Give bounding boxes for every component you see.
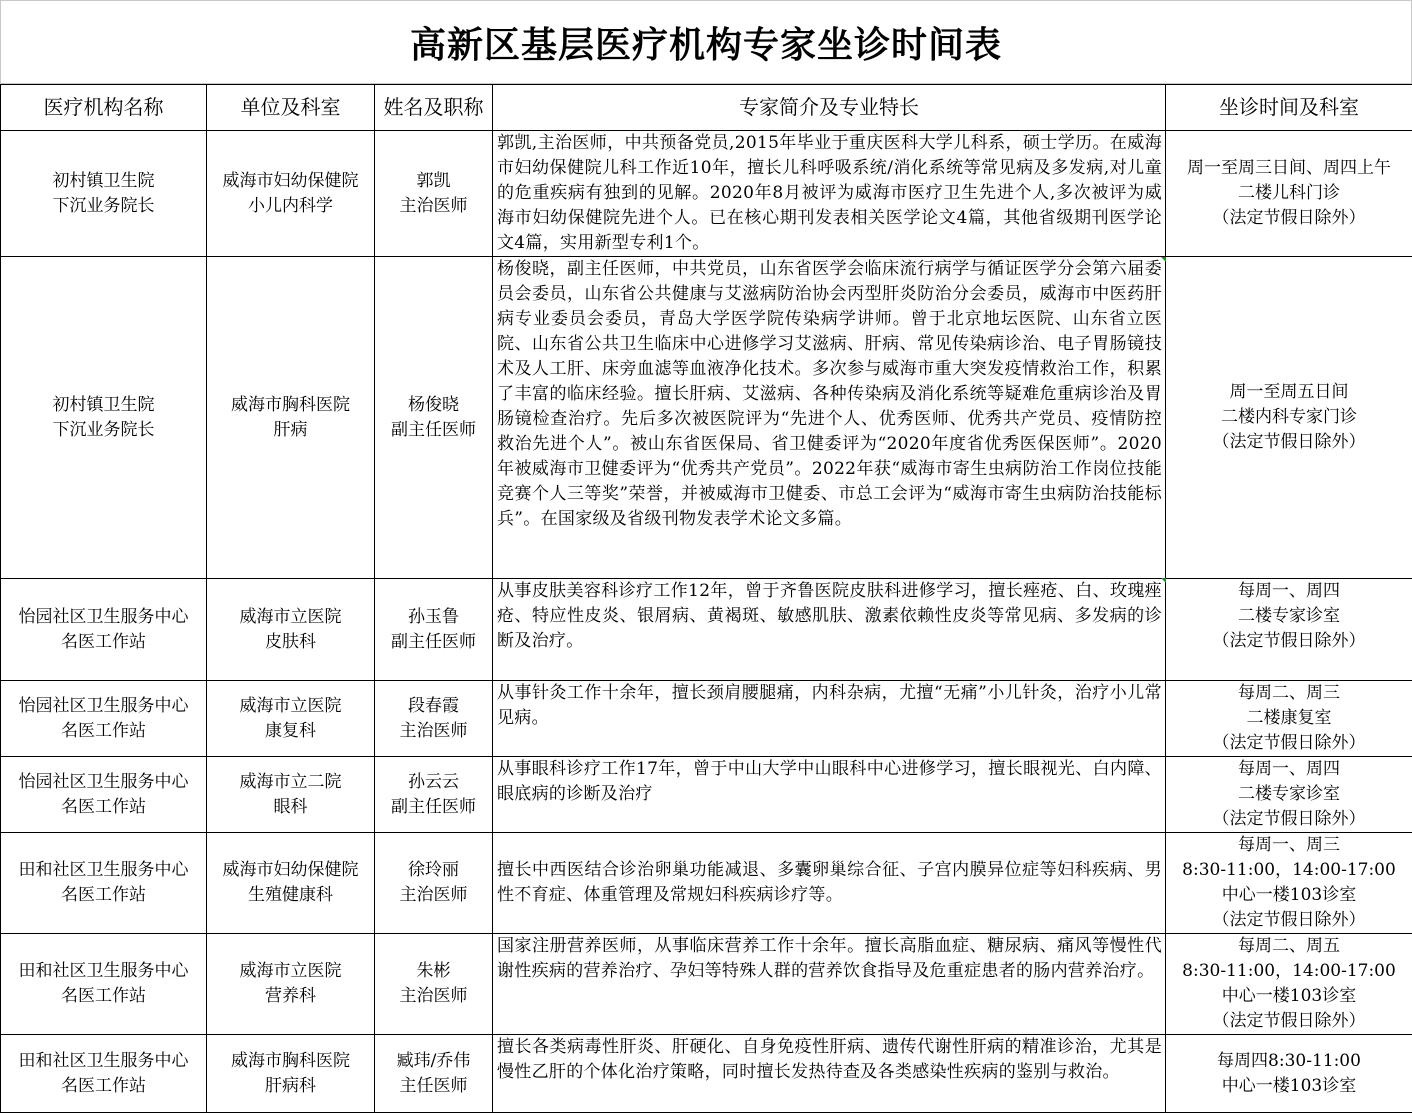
- unit-cell-line: 皮肤科: [207, 630, 374, 655]
- org-cell-line: 名医工作站: [1, 795, 206, 820]
- name-cell-line: 主治医师: [375, 984, 492, 1009]
- name-cell-line: 副主任医师: [375, 630, 492, 655]
- org-cell-line: 下沉业务院长: [1, 418, 206, 443]
- name-cell-line: 孙云云: [375, 770, 492, 795]
- name-cell: [375, 934, 493, 1035]
- time-cell-line: 每周一、周四: [1166, 757, 1412, 782]
- name-cell-line: 副主任医师: [375, 418, 492, 443]
- header-time: 坐诊时间及科室: [1166, 85, 1412, 131]
- name-cell: [375, 681, 493, 757]
- org-cell: [1, 257, 207, 579]
- org-cell-line: 名医工作站: [1, 1074, 206, 1099]
- org-cell: [1, 131, 207, 257]
- header-row: [1, 85, 1412, 131]
- name-cell-line: 徐玲丽: [375, 858, 492, 883]
- name-cell: [375, 757, 493, 833]
- unit-cell-line: 威海市胸科医院: [207, 393, 374, 418]
- time-cell-line: 二楼儿科门诊: [1166, 181, 1412, 206]
- table-row: [1, 579, 1412, 681]
- name-cell-line: 主任医师: [375, 1074, 492, 1099]
- header-name: 姓名及职称: [375, 85, 493, 131]
- name-cell-line: 副主任医师: [375, 795, 492, 820]
- org-cell-line: 初村镇卫生院: [1, 169, 206, 194]
- org-cell-line: 名医工作站: [1, 719, 206, 744]
- org-cell: [1, 579, 207, 681]
- unit-cell: [207, 257, 375, 579]
- page-title: 高新区基层医疗机构专家坐诊时间表: [0, 0, 1412, 84]
- name-cell-line: 朱彬: [375, 959, 492, 984]
- name-cell: [375, 131, 493, 257]
- time-cell-line: 中心一楼103诊室: [1166, 883, 1412, 908]
- time-cell: [1166, 131, 1412, 257]
- time-cell-line: （法定节假日除外）: [1166, 807, 1412, 832]
- org-cell-line: 名医工作站: [1, 883, 206, 908]
- unit-cell: [207, 579, 375, 681]
- unit-cell-line: 威海市妇幼保健院: [207, 169, 374, 194]
- org-cell-line: 田和社区卫生服务中心: [1, 1049, 206, 1074]
- table-row: [1, 934, 1412, 1035]
- time-cell-line: 二楼专家诊室: [1166, 782, 1412, 807]
- time-cell-line: （法定节假日除外）: [1166, 1009, 1412, 1034]
- org-cell-line: 田和社区卫生服务中心: [1, 858, 206, 883]
- name-cell-line: 孙玉鲁: [375, 605, 492, 630]
- table-row: [1, 131, 1412, 257]
- name-cell: [375, 833, 493, 934]
- unit-cell-line: 威海市胸科医院: [207, 1049, 374, 1074]
- unit-cell-line: 小儿内科学: [207, 194, 374, 219]
- table-row: [1, 833, 1412, 934]
- time-cell: [1166, 579, 1412, 681]
- org-cell: [1, 681, 207, 757]
- header-unit: 单位及科室: [207, 85, 375, 131]
- name-cell-line: 杨俊晓: [375, 393, 492, 418]
- time-cell: [1166, 934, 1412, 1035]
- time-cell: [1166, 833, 1412, 934]
- time-cell: [1166, 757, 1412, 833]
- org-cell-line: 初村镇卫生院: [1, 393, 206, 418]
- time-cell-line: 每周四8:30-11:00: [1166, 1049, 1412, 1074]
- org-cell-line: 下沉业务院长: [1, 194, 206, 219]
- org-cell-line: 怡园社区卫生服务中心: [1, 605, 206, 630]
- unit-cell: [207, 833, 375, 934]
- time-cell-line: （法定节假日除外）: [1166, 908, 1412, 933]
- name-cell-line: 郭凯: [375, 169, 492, 194]
- time-cell-line: 8:30-11:00，14:00-17:00: [1166, 959, 1412, 984]
- org-cell-line: 怡园社区卫生服务中心: [1, 770, 206, 795]
- time-cell-line: （法定节假日除外）: [1166, 731, 1412, 756]
- time-cell-line: 二楼专家诊室: [1166, 604, 1412, 629]
- time-cell-line: 中心一楼103诊室: [1166, 984, 1412, 1009]
- org-cell: [1, 1035, 207, 1113]
- time-cell-line: 每周一、周三: [1166, 833, 1412, 858]
- time-cell: [1166, 257, 1412, 579]
- unit-cell-line: 营养科: [207, 984, 374, 1009]
- schedule-table: [0, 84, 1412, 1113]
- time-cell-line: 中心一楼103诊室: [1166, 1074, 1412, 1099]
- intro-cell: 国家注册营养医师，从事临床营养工作十余年。擅长高脂血症、糖尿病、痛风等慢性代谢性疾病的营养治疗、孕妇等特殊人群的营养饮食指导及危重症患者的肠内营养治疗。: [493, 934, 1166, 1035]
- intro-cell: 擅长中西医结合诊治卵巢功能减退、多囊卵巢综合征、子宫内膜异位症等妇科疾病、男性不育症、体重管理及常规妇科疾病诊疗等。: [493, 833, 1166, 934]
- org-cell-line: 名医工作站: [1, 984, 206, 1009]
- unit-cell: [207, 757, 375, 833]
- table-row: [1, 257, 1412, 579]
- time-cell-line: 周一至周三日间、周四上午: [1166, 156, 1412, 181]
- intro-cell: 从事眼科诊疗工作17年，曾于中山大学中山眼科中心进修学习，擅长眼视光、白内障、眼底病的诊断及治疗: [493, 757, 1166, 833]
- name-cell-line: 主治医师: [375, 883, 492, 908]
- name-cell: [375, 579, 493, 681]
- time-cell: [1166, 1035, 1412, 1113]
- org-cell: [1, 934, 207, 1035]
- unit-cell-line: 生殖健康科: [207, 883, 374, 908]
- time-cell-line: 每周二、周三: [1166, 681, 1412, 706]
- name-cell-line: 主治医师: [375, 719, 492, 744]
- unit-cell: [207, 934, 375, 1035]
- org-cell: [1, 833, 207, 934]
- intro-cell: 郭凯,主治医师，中共预备党员,2015年毕业于重庆医科大学儿科系，硕士学历。在威海市妇幼保健院儿科工作近10年，擅长儿科呼吸系统/消化系统等常见病及多发病,对儿童的危重疾病有独到的见解。2020年8月被评为威海市医疗卫生先进个人,多次被评为威海市妇幼保健院先进个人。已在核心期刊发表相关医学论文4篇，其他省级期刊医学论文4篇，实用新型专利1个。: [493, 131, 1166, 257]
- time-cell-line: （法定节假日除外）: [1166, 430, 1412, 455]
- org-cell-line: 田和社区卫生服务中心: [1, 959, 206, 984]
- name-cell-line: 段春霞: [375, 694, 492, 719]
- time-cell-line: 每周二、周五: [1166, 934, 1412, 959]
- time-cell-line: （法定节假日除外）: [1166, 206, 1412, 231]
- header-org: 医疗机构名称: [1, 85, 207, 131]
- unit-cell: [207, 131, 375, 257]
- time-cell-line: 8:30-11:00，14:00-17:00: [1166, 858, 1412, 883]
- unit-cell-line: 眼科: [207, 795, 374, 820]
- unit-cell-line: 威海市立医院: [207, 605, 374, 630]
- unit-cell-line: 威海市立医院: [207, 959, 374, 984]
- unit-cell: [207, 1035, 375, 1113]
- name-cell-line: 臧玮/乔伟: [375, 1049, 492, 1074]
- org-cell-line: 名医工作站: [1, 630, 206, 655]
- time-cell-line: 周一至周五日间: [1166, 380, 1412, 405]
- intro-cell: 杨俊晓，副主任医师，中共党员，山东省医学会临床流行病学与循证医学分会第六届委员会委员，山东省公共健康与艾滋病防治协会丙型肝炎防治分会委员，威海市中医药肝病专业委员会委员，青岛大学医学院传染病学讲师。曾于北京地坛医院、山东省立医院、山东省公共卫生临床中心进修学习艾滋病、肝病、常见传染病诊治、电子胃肠镜技术及人工肝、床旁血滤等血液净化技术。多次参与威海市重大突发疫情救治工作，积累了丰富的临床经验。擅长肝病、艾滋病、各种传染病及消化系统等疑难危重病诊治及胃肠镜检查治疗。先后多次被医院评为“先进个人、优秀医师、优秀共产党员、疫情防控救治先进个人”。被山东省医保局、省卫健委评为“2020年度省优秀医保医师”。2020年被威海市卫健委评为“优秀共产党员”。2022年获“威海市寄生虫病防治工作岗位技能竞赛个人三等奖”荣誉，并被威海市卫健委、市总工会评为“威海市寄生虫病防治技能标兵”。在国家级及省级刊物发表学术论文多篇。: [493, 257, 1166, 579]
- name-cell: [375, 257, 493, 579]
- header-intro: 专家简介及专业特长: [493, 85, 1166, 131]
- intro-cell: 从事针灸工作十余年，擅长颈肩腰腿痛，内科杂病，尤擅“无痛”小儿针灸，治疗小儿常见病。: [493, 681, 1166, 757]
- time-cell-line: 二楼康复室: [1166, 706, 1412, 731]
- unit-cell-line: 威海市立医院: [207, 694, 374, 719]
- cell-comment-marker: [1161, 257, 1166, 262]
- name-cell: [375, 1035, 493, 1113]
- time-cell-line: 每周一、周四: [1166, 579, 1412, 604]
- unit-cell: [207, 681, 375, 757]
- time-cell-line: （法定节假日除外）: [1166, 629, 1412, 654]
- unit-cell-line: 肝病科: [207, 1074, 374, 1099]
- intro-cell: 擅长各类病毒性肝炎、肝硬化、自身免疫性肝病、遗传代谢性肝病的精准诊治，尤其是慢性乙肝的个体化治疗策略，同时擅长发热待查及各类感染性疾病的鉴别与救治。: [493, 1035, 1166, 1113]
- org-cell-line: 怡园社区卫生服务中心: [1, 694, 206, 719]
- unit-cell-line: 威海市立二院: [207, 770, 374, 795]
- name-cell-line: 主治医师: [375, 194, 492, 219]
- time-cell-line: 二楼内科专家门诊: [1166, 405, 1412, 430]
- unit-cell-line: 肝病: [207, 418, 374, 443]
- unit-cell-line: 威海市妇幼保健院: [207, 858, 374, 883]
- org-cell: [1, 757, 207, 833]
- cell-comment-marker: [1161, 578, 1166, 583]
- time-cell: [1166, 681, 1412, 757]
- unit-cell-line: 康复科: [207, 719, 374, 744]
- table-row: [1, 757, 1412, 833]
- intro-cell: 从事皮肤美容科诊疗工作12年，曾于齐鲁医院皮肤科进修学习，擅长痤疮、白、玫瑰痤疮、特应性皮炎、银屑病、黄褐斑、敏感肌肤、激素依赖性皮炎等常见病、多发病的诊断及治疗。: [493, 579, 1166, 681]
- table-row: [1, 681, 1412, 757]
- table-row: [1, 1035, 1412, 1113]
